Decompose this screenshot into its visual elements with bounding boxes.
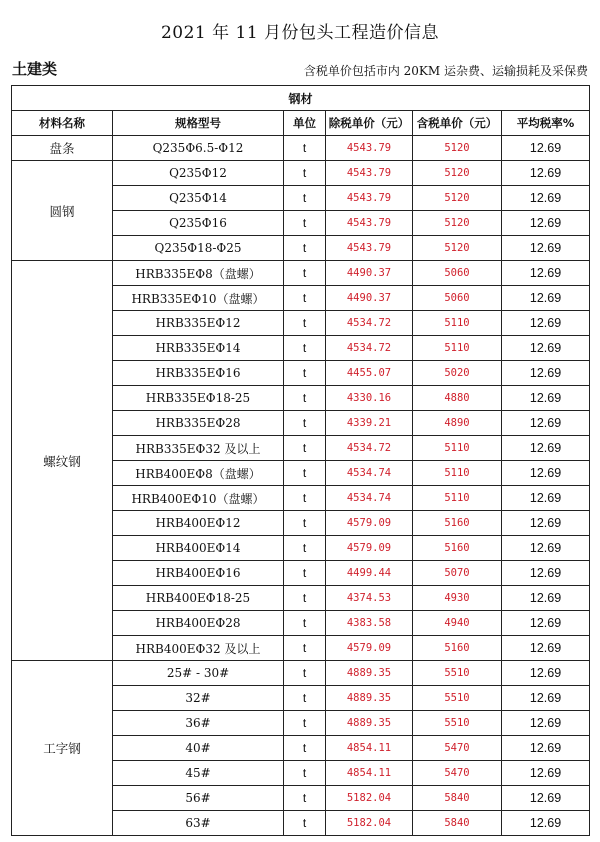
table-body <box>12 136 590 836</box>
inc-tax-price-cell: 5120 <box>413 161 502 186</box>
inc-tax-price-cell: 5840 <box>413 811 502 836</box>
inc-tax-price-cell: 4880 <box>413 386 502 411</box>
tax-rate-cell: 12.69 <box>502 586 590 611</box>
spec-cell: HRB335EΦ14 <box>113 336 284 361</box>
tax-rate-cell: 12.69 <box>502 811 590 836</box>
tax-rate-cell: 12.69 <box>502 461 590 486</box>
tax-rate-cell: 12.69 <box>502 386 590 411</box>
unit-cell: t <box>284 811 326 836</box>
unit-cell: t <box>284 236 326 261</box>
inc-tax-price-cell: 5160 <box>413 511 502 536</box>
unit-cell: t <box>284 211 326 236</box>
table-row <box>12 136 590 161</box>
inc-tax-price-cell: 5120 <box>413 136 502 161</box>
material-name-cell: 盘条 <box>12 136 113 161</box>
inc-tax-price-cell: 5160 <box>413 536 502 561</box>
ex-tax-price-cell: 4854.11 <box>326 736 413 761</box>
inc-tax-price-cell: 5510 <box>413 711 502 736</box>
tax-rate-cell: 12.69 <box>502 711 590 736</box>
tax-rate-cell: 12.69 <box>502 286 590 311</box>
material-name-cell: 螺纹钢 <box>12 261 113 661</box>
spec-cell: 56# <box>113 786 284 811</box>
ex-tax-price-cell: 4499.44 <box>326 561 413 586</box>
ex-tax-price-cell: 5182.04 <box>326 811 413 836</box>
ex-tax-price-cell: 4455.07 <box>326 361 413 386</box>
tax-rate-cell: 12.69 <box>502 136 590 161</box>
inc-tax-price-cell: 5060 <box>413 286 502 311</box>
spec-cell: 63# <box>113 811 284 836</box>
tax-rate-cell: 12.69 <box>502 211 590 236</box>
tax-rate-cell: 12.69 <box>502 786 590 811</box>
tax-rate-cell: 12.69 <box>502 686 590 711</box>
spec-cell: Q235Φ18-Φ25 <box>113 236 284 261</box>
ex-tax-price-cell: 4543.79 <box>326 186 413 211</box>
spec-cell: HRB335EΦ16 <box>113 361 284 386</box>
tax-rate-cell: 12.69 <box>502 511 590 536</box>
spec-cell: HRB335EΦ10（盘螺） <box>113 286 284 311</box>
inc-tax-price-cell: 5510 <box>413 686 502 711</box>
inc-tax-price-cell: 5120 <box>413 186 502 211</box>
ex-tax-price-cell: 4579.09 <box>326 536 413 561</box>
unit-cell: t <box>284 561 326 586</box>
unit-cell: t <box>284 511 326 536</box>
ex-tax-price-cell: 5182.04 <box>326 786 413 811</box>
tax-rate-cell: 12.69 <box>502 311 590 336</box>
inc-tax-price-cell: 5840 <box>413 786 502 811</box>
spec-cell: HRB335EΦ12 <box>113 311 284 336</box>
table-row <box>12 261 590 286</box>
unit-cell: t <box>284 261 326 286</box>
ex-tax-price-cell: 4383.58 <box>326 611 413 636</box>
tax-rate-cell: 12.69 <box>502 761 590 786</box>
tax-rate-cell: 12.69 <box>502 611 590 636</box>
tax-rate-cell: 12.69 <box>502 361 590 386</box>
unit-cell: t <box>284 611 326 636</box>
unit-cell: t <box>284 286 326 311</box>
ex-tax-price-cell: 4490.37 <box>326 261 413 286</box>
spec-cell: HRB335EΦ28 <box>113 411 284 436</box>
tax-rate-cell: 12.69 <box>502 486 590 511</box>
header-row <box>12 111 590 136</box>
tax-rate-cell: 12.69 <box>502 161 590 186</box>
ex-tax-price-cell: 4889.35 <box>326 686 413 711</box>
unit-cell: t <box>284 736 326 761</box>
inc-tax-price-cell: 5120 <box>413 236 502 261</box>
inc-tax-price-cell: 5110 <box>413 486 502 511</box>
unit-cell: t <box>284 661 326 686</box>
ex-tax-price-cell: 4534.72 <box>326 336 413 361</box>
header-tax-rate: 平均税率% <box>502 111 590 136</box>
ex-tax-price-cell: 4330.16 <box>326 386 413 411</box>
section-title: 钢材 <box>12 86 590 111</box>
ex-tax-price-cell: 4534.74 <box>326 461 413 486</box>
spec-cell: Q235Φ6.5-Φ12 <box>113 136 284 161</box>
tax-rate-cell: 12.69 <box>502 536 590 561</box>
table-row <box>12 161 590 186</box>
inc-tax-price-cell: 5510 <box>413 661 502 686</box>
tax-rate-cell: 12.69 <box>502 436 590 461</box>
ex-tax-price-cell: 4534.74 <box>326 486 413 511</box>
unit-cell: t <box>284 411 326 436</box>
unit-cell: t <box>284 711 326 736</box>
spec-cell: HRB400EΦ32 及以上 <box>113 636 284 661</box>
spec-cell: HRB335EΦ18-25 <box>113 386 284 411</box>
inc-tax-price-cell: 5110 <box>413 311 502 336</box>
spec-cell: Q235Φ12 <box>113 161 284 186</box>
unit-cell: t <box>284 361 326 386</box>
spec-cell: 45# <box>113 761 284 786</box>
material-name-cell: 工字钢 <box>12 661 113 836</box>
spec-cell: Q235Φ16 <box>113 211 284 236</box>
unit-cell: t <box>284 586 326 611</box>
inc-tax-price-cell: 4940 <box>413 611 502 636</box>
ex-tax-price-cell: 4543.79 <box>326 211 413 236</box>
inc-tax-price-cell: 5110 <box>413 461 502 486</box>
ex-tax-price-cell: 4889.35 <box>326 711 413 736</box>
material-name-cell: 圆钢 <box>12 161 113 261</box>
spec-cell: 32# <box>113 686 284 711</box>
ex-tax-price-cell: 4543.79 <box>326 236 413 261</box>
ex-tax-price-cell: 4889.35 <box>326 661 413 686</box>
tax-rate-cell: 12.69 <box>502 411 590 436</box>
unit-cell: t <box>284 161 326 186</box>
inc-tax-price-cell: 5110 <box>413 336 502 361</box>
ex-tax-price-cell: 4543.79 <box>326 136 413 161</box>
ex-tax-price-cell: 4374.53 <box>326 586 413 611</box>
spec-cell: HRB335EΦ32 及以上 <box>113 436 284 461</box>
unit-cell: t <box>284 636 326 661</box>
tax-rate-cell: 12.69 <box>502 636 590 661</box>
spec-cell: HRB400EΦ8（盘螺） <box>113 461 284 486</box>
inc-tax-price-cell: 5060 <box>413 261 502 286</box>
spec-cell: 40# <box>113 736 284 761</box>
spec-cell: HRB335EΦ8（盘螺） <box>113 261 284 286</box>
tax-rate-cell: 12.69 <box>502 561 590 586</box>
inc-tax-price-cell: 5470 <box>413 736 502 761</box>
inc-tax-price-cell: 5120 <box>413 211 502 236</box>
spec-cell: HRB400EΦ28 <box>113 611 284 636</box>
page-title: 2021 年 11 月份包头工程造价信息 <box>160 23 440 43</box>
unit-cell: t <box>284 461 326 486</box>
inc-tax-price-cell: 5020 <box>413 361 502 386</box>
unit-cell: t <box>284 186 326 211</box>
ex-tax-price-cell: 4490.37 <box>326 286 413 311</box>
tax-rate-cell: 12.69 <box>502 261 590 286</box>
tax-rate-cell: 12.69 <box>502 661 590 686</box>
spec-cell: HRB400EΦ16 <box>113 561 284 586</box>
ex-tax-price-cell: 4534.72 <box>326 436 413 461</box>
unit-cell: t <box>284 336 326 361</box>
tax-rate-cell: 12.69 <box>502 186 590 211</box>
unit-cell: t <box>284 436 326 461</box>
inc-tax-price-cell: 5070 <box>413 561 502 586</box>
header-ex-tax-price: 除税单价（元） <box>326 111 413 136</box>
inc-tax-price-cell: 5470 <box>413 761 502 786</box>
unit-cell: t <box>284 536 326 561</box>
spec-cell: 25# - 30# <box>113 661 284 686</box>
header-inc-tax-price: 含税单价（元） <box>413 111 502 136</box>
spec-cell: HRB400EΦ14 <box>113 536 284 561</box>
unit-cell: t <box>284 386 326 411</box>
header-spec: 规格型号 <box>113 111 284 136</box>
price-note: 含税单价包括市内 20KM 运杂费、运输损耗及采保费 <box>303 64 588 78</box>
ex-tax-price-cell: 4339.21 <box>326 411 413 436</box>
spec-cell: Q235Φ14 <box>113 186 284 211</box>
header-unit: 单位 <box>284 111 326 136</box>
ex-tax-price-cell: 4534.72 <box>326 311 413 336</box>
unit-cell: t <box>284 761 326 786</box>
inc-tax-price-cell: 5110 <box>413 436 502 461</box>
tax-rate-cell: 12.69 <box>502 736 590 761</box>
ex-tax-price-cell: 4579.09 <box>326 636 413 661</box>
ex-tax-price-cell: 4854.11 <box>326 761 413 786</box>
category-label: 土建类 <box>12 60 58 78</box>
unit-cell: t <box>284 486 326 511</box>
spec-cell: HRB400EΦ18-25 <box>113 586 284 611</box>
tax-rate-cell: 12.69 <box>502 236 590 261</box>
ex-tax-price-cell: 4579.09 <box>326 511 413 536</box>
table-row <box>12 661 590 686</box>
unit-cell: t <box>284 311 326 336</box>
tax-rate-cell: 12.69 <box>502 336 590 361</box>
inc-tax-price-cell: 4930 <box>413 586 502 611</box>
header-material: 材料名称 <box>12 111 113 136</box>
inc-tax-price-cell: 4890 <box>413 411 502 436</box>
spec-cell: 36# <box>113 711 284 736</box>
unit-cell: t <box>284 686 326 711</box>
unit-cell: t <box>284 136 326 161</box>
unit-cell: t <box>284 786 326 811</box>
inc-tax-price-cell: 5160 <box>413 636 502 661</box>
spec-cell: HRB400EΦ10（盘螺） <box>113 486 284 511</box>
price-table <box>11 85 590 836</box>
spec-cell: HRB400EΦ12 <box>113 511 284 536</box>
ex-tax-price-cell: 4543.79 <box>326 161 413 186</box>
